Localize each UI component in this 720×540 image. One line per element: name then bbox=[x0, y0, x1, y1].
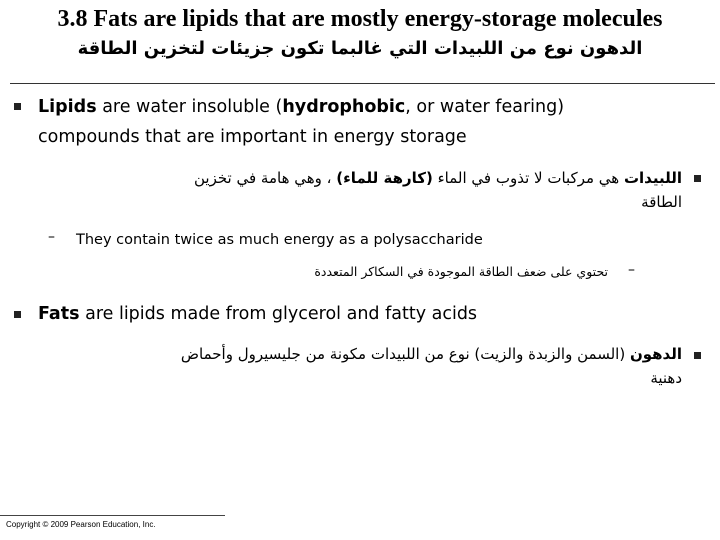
footer-divider bbox=[0, 515, 225, 516]
sub-bullet-dash: – bbox=[48, 229, 55, 245]
energy-sub-bullet-arabic: تحتوي على ضعف الطاقة الموجودة في السكاكر المتعددة bbox=[314, 264, 608, 279]
lipids-text-a: are water insoluble ( bbox=[96, 97, 283, 117]
fats-bullet-arabic-line2: دهنية bbox=[650, 369, 682, 387]
fats-bullet-arabic bbox=[22, 343, 682, 365]
bullet-marker-lipids-arabic bbox=[694, 175, 701, 182]
bullet-marker-fats-arabic bbox=[694, 352, 701, 359]
bullet-marker-fats bbox=[14, 311, 21, 318]
lipids-bullet-arabic bbox=[32, 167, 682, 189]
copyright-notice: Copyright © 2009 Pearson Education, Inc. bbox=[6, 520, 156, 529]
lipids-term: Lipids bbox=[38, 97, 97, 117]
slide-title-arabic: الدهون نوع من اللبيدات التي غالبما تكون جزيئات لتخزين الطاقة bbox=[77, 38, 643, 59]
lipids-arabic-text-a: هي مركبات لا تذوب في الماء bbox=[432, 169, 624, 187]
title-divider bbox=[10, 83, 715, 84]
hydrophobic-term-arabic: (كارهة للماء) bbox=[336, 169, 433, 187]
fats-term-arabic: الدهون bbox=[629, 345, 682, 363]
lipids-bullet-line2: compounds that are important in energy storage bbox=[38, 127, 467, 147]
fats-term: Fats bbox=[38, 304, 80, 324]
lipids-bullet-arabic-line2: الطاقة bbox=[641, 193, 682, 211]
lipids-bullet bbox=[38, 96, 708, 118]
energy-sub-bullet: They contain twice as much energy as a polysaccharide bbox=[76, 232, 483, 248]
bullet-marker-lipids bbox=[14, 103, 21, 110]
fats-text: are lipids made from glycerol and fatty acids bbox=[79, 304, 478, 324]
slide-title: 3.8 Fats are lipids that are mostly energy-storage molecules bbox=[57, 6, 663, 32]
lipids-text-b: , or water fearing) bbox=[405, 97, 565, 117]
lipids-arabic-text-b: ، وهي هامة في تخزين bbox=[193, 169, 337, 187]
sub-bullet-dash-arabic: – bbox=[628, 262, 635, 278]
lipids-term-arabic: اللبيدات bbox=[623, 169, 682, 187]
fats-arabic-text: (السمن والزبدة والزيت) نوع من اللبيدات مكونة من جليسيرول وأحماض bbox=[180, 345, 630, 363]
fats-bullet bbox=[38, 303, 708, 325]
hydrophobic-term: hydrophobic bbox=[282, 97, 406, 117]
